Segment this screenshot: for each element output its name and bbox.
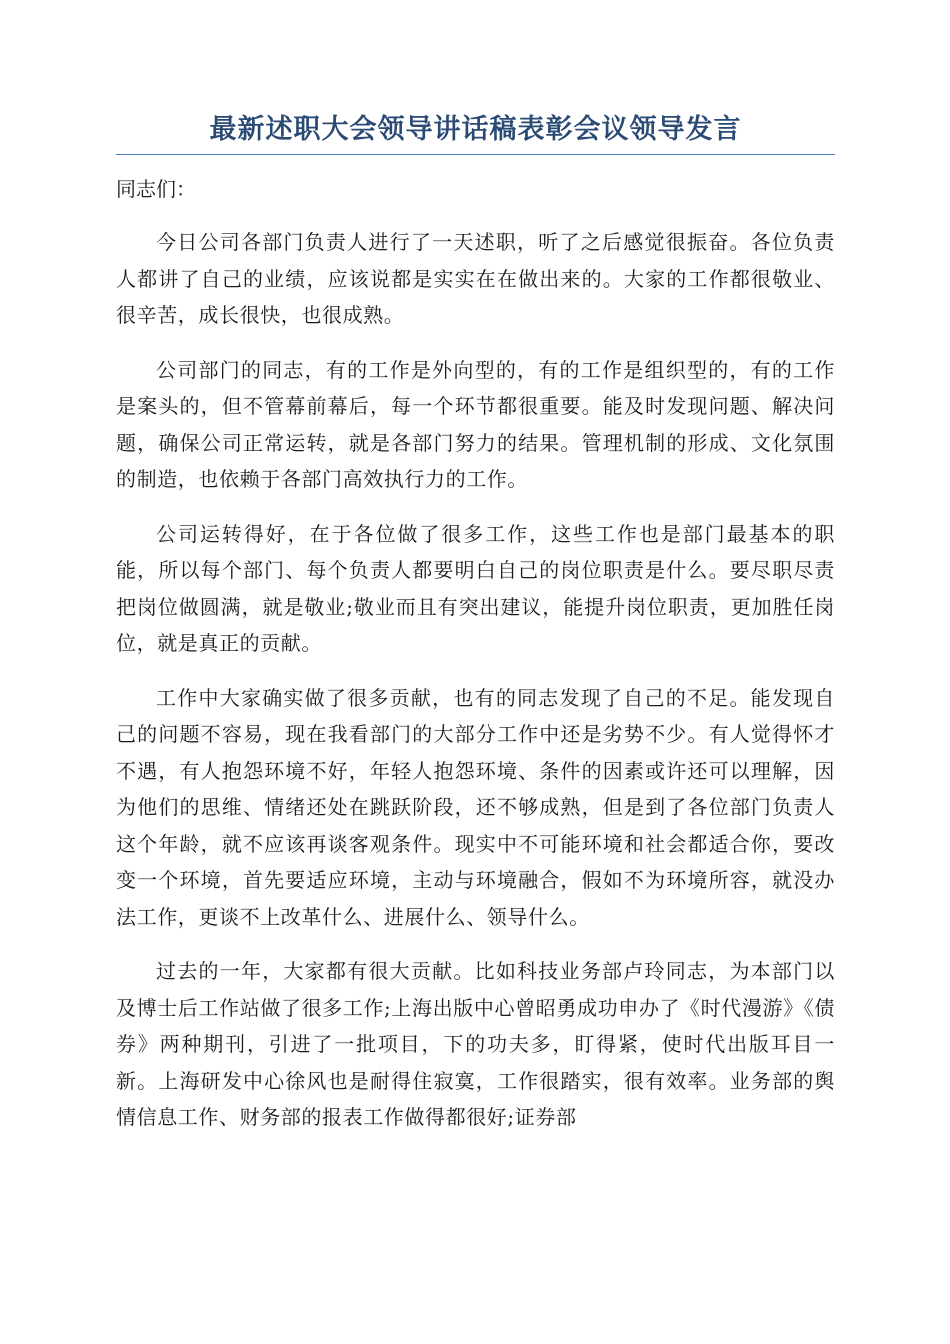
- document-page: [116, 112, 835, 1154]
- title-underline: [116, 154, 835, 155]
- paragraph-4: 工作中大家确实做了很多贡献，也有的同志发现了自己的不足。能发现自己的问题不容易，现在我看部门的大部分工作中还是劣势不少。有人觉得怀才不遇，有人抱怨环境不好，年轻人抱怨环境、条件的因素或许还可以理解，因为他们的思维、情绪还处在跳跃阶段，还不够成熟，但是到了各位部门负责人这个年龄，就不应该再谈客观条件。现实中不可能环境和社会都适合你，要改变一个环境，首先要适应环境，主动与环境融合，假如不为环境所容，就没办法工作，更谈不上改革什么、进展什么、领导什么。: [116, 685, 835, 929]
- paragraph-2: 公司部门的同志，有的工作是外向型的，有的工作是组织型的，有的工作是案头的，但不管幕前幕后，每一个环节都很重要。能及时发现问题、解决问题，确保公司正常运转，就是各部门努力的结果。管理机制的形成、文化氛围的制造，也依赖于各部门高效执行力的工作。: [116, 357, 835, 491]
- salutation: 同志们：: [116, 177, 196, 201]
- paragraph-1: 今日公司各部门负责人进行了一天述职，听了之后感觉很振奋。各位负责人都讲了自己的业绩，应该说都是实实在在做出来的。大家的工作都很敬业、很辛苦，成长很快，也很成熟。: [116, 230, 835, 327]
- paragraph-5: 过去的一年，大家都有很大贡献。比如科技业务部卢玲同志，为本部门以及博士后工作站做了很多工作;上海出版中心曾昭勇成功申办了《时代漫游》《债券》两种期刊，引进了一批项目，下的功夫多，盯得紧，使时代出版耳目一新。上海研发中心徐风也是耐得住寂寞，工作很踏实，很有效率。业务部的舆情信息工作、财务部的报表工作做得都很好;证券部: [116, 959, 835, 1129]
- paragraph-3: 公司运转得好，在于各位做了很多工作，这些工作也是部门最基本的职能，所以每个部门、每个负责人都要明白自己的岗位职责是什么。要尽职尽责把岗位做圆满，就是敬业;敬业而且有突出建议，能提升岗位职责，更加胜任岗位，就是真正的贡献。: [116, 521, 835, 655]
- document-title: 最新述职大会领导讲话稿表彰会议领导发言: [209, 114, 742, 145]
